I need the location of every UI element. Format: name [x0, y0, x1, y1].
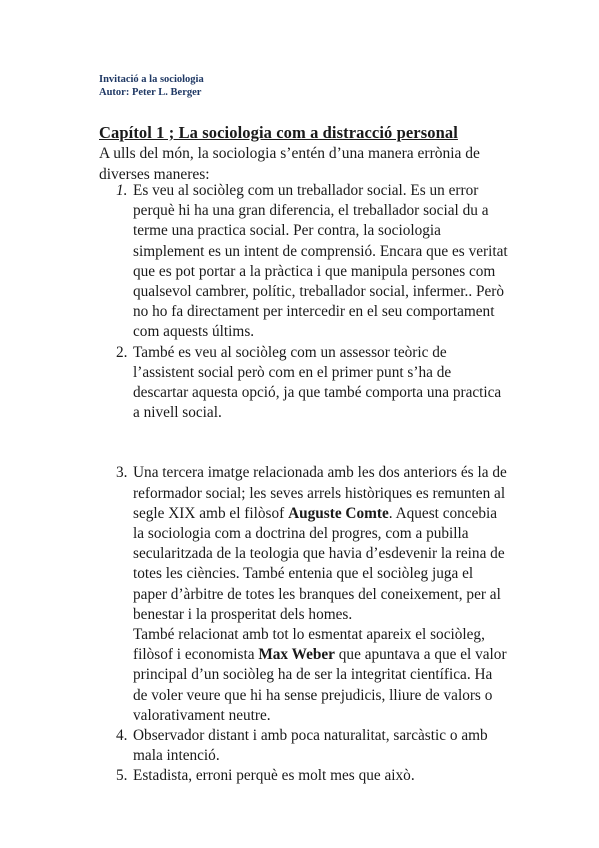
philosopher-name: Auguste Comte — [288, 504, 389, 522]
chapter-title: Capítol 1 ; La sociologia com a distracció personal — [99, 123, 458, 142]
list-item-text: També es veu al sociòleg com un assessor teòric de l’assistent social però com en el primer punt s’ha de descartar aquesta opció, ja que també comporta una practica a nivell social. — [133, 343, 502, 422]
list-item-text: Una tercera imatge relacionada amb les dos anteriors és la de reformador social; les seves arrels històriques es remunten al segle XIX amb el filòsof — [133, 464, 507, 522]
list-number: 4. — [116, 727, 128, 745]
list-item — [99, 181, 509, 343]
misconceptions-list — [99, 181, 509, 787]
list-item — [99, 726, 509, 766]
list-item — [99, 463, 509, 726]
list-item-text: Observador distant i amb poca naturalitat, sarcàstic o amb mala intenció. — [133, 727, 488, 765]
list-item-text: També relacionat amb tot lo esmentat apareix el sociòleg, filòsof i economista — [133, 626, 485, 664]
book-author: Autor: Peter L. Berger — [99, 87, 202, 98]
list-number: 1. — [116, 182, 128, 199]
list-item — [99, 343, 509, 424]
list-item-text: Es veu al sociòleg com un treballador social. Es un error perquè hi ha una gran diferencia, el treballador social du a terme una practica social. Per contra, la sociologia simplement es un intent de comprensió. Encara que es veritat que es pot portar a la pràctica i que manipula persones com qualsevol cambrer, polític, treballador social, infermer.. Però no ho fa directament per intercedir en el seu comportament com aquests últims. — [133, 182, 508, 341]
document-header — [99, 73, 204, 99]
list-item — [99, 766, 509, 786]
list-item-text: Estadista, erroni perquè es molt mes que això. — [133, 767, 415, 785]
list-item-text: que apuntava a que el valor principal d’un sociòleg ha de ser la integritat científica. Ha de voler veure que hi ha sense prejudicis, lliure de valors o valorativament neutre. — [133, 646, 507, 724]
book-title: Invitació a la sociologia — [99, 74, 204, 85]
list-item-text: . Aquest concebia la sociologia com a doctrina del progres, com a pubilla secularitzada de la teologia que havia d’esdevenir la reina de totes les ciències. També entenia que el sociòleg juga el paper d’àrbitre de totes les branques del coneixement, per al benestar i la prosperitat dels homes. — [133, 504, 505, 623]
list-number: 5. — [116, 767, 128, 785]
sociologist-name: Max Weber — [258, 646, 335, 664]
list-number: 3. — [116, 464, 128, 482]
intro-paragraph: A ulls del món, la sociologia s’entén d’una manera errònia de diverses maneres: — [99, 145, 480, 183]
list-number: 2. — [116, 343, 128, 361]
